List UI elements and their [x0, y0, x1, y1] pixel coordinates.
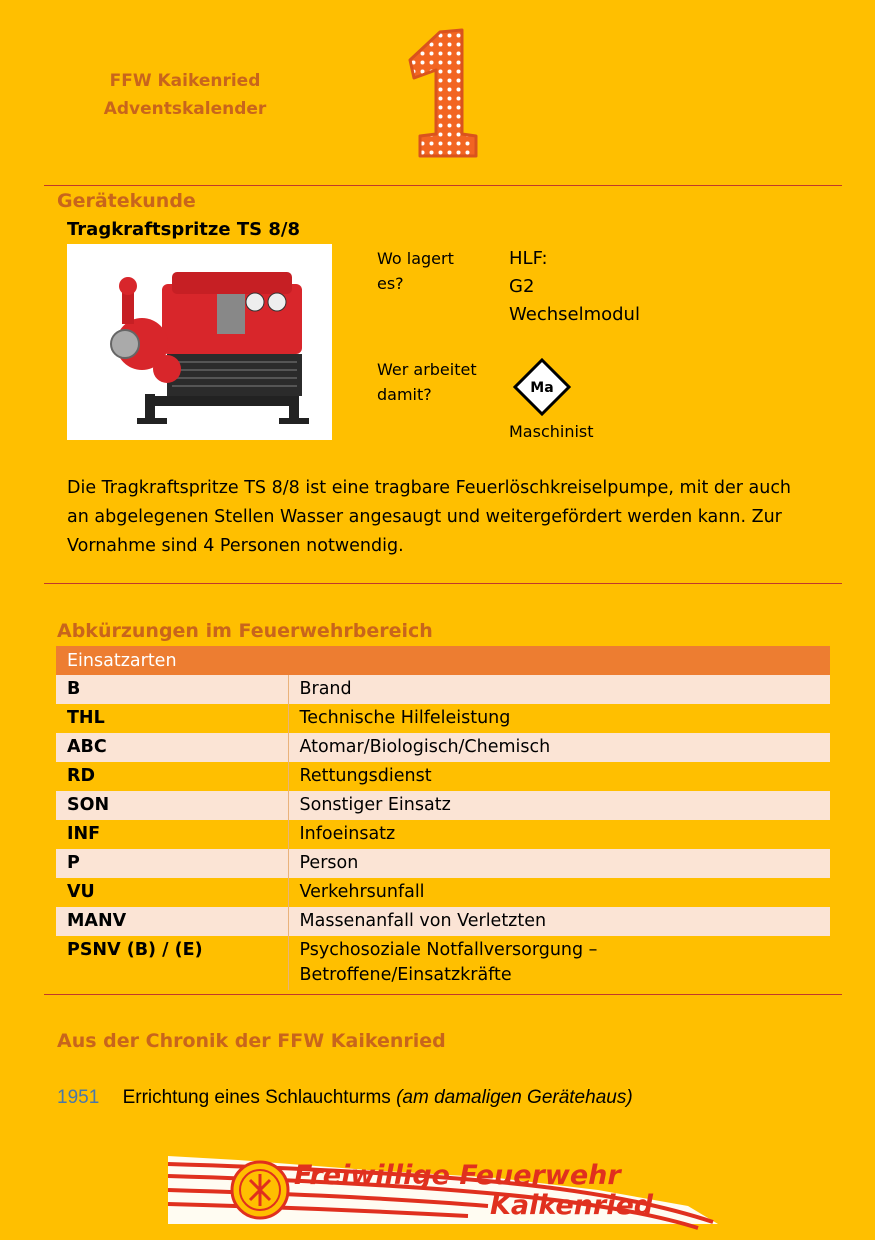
- storage-label-line-2: es?: [377, 274, 404, 293]
- storage-label-line-1: Wo lagert: [377, 249, 454, 268]
- device-description: Die Tragkraftspritze TS 8/8 ist eine tragbare Feuerlöschkreiselpumpe, mit der auch an abgelegenen Stellen Wasser angesaugt und weitergefördert werden kann. Zur Vornahme sind 4 Personen notwendig.: [67, 478, 792, 556]
- table-row: [56, 704, 830, 733]
- header-line-2: Adventskalender: [103, 99, 267, 119]
- table-row: [56, 936, 830, 990]
- abbreviations-table: [56, 646, 830, 990]
- table-row: [56, 762, 830, 791]
- day-number-graphic: [400, 22, 490, 167]
- calendar-header: [70, 67, 300, 123]
- table-row: [56, 820, 830, 849]
- fire-department-logo-banner: [168, 1150, 728, 1232]
- abbr-code: SON: [56, 791, 288, 820]
- abbr-meaning: Massenanfall von Verletzten: [288, 907, 830, 936]
- chronicle-year: 1951: [57, 1087, 100, 1108]
- operator-label: [377, 357, 502, 407]
- storage-vehicle: HLF:: [509, 248, 548, 269]
- abbr-code: RD: [56, 762, 288, 791]
- abbr-meaning-line-1: Psychosoziale Notfallversorgung –: [299, 940, 598, 960]
- abbr-code: MANV: [56, 907, 288, 936]
- abbr-meaning: Verkehrsunfall: [288, 878, 830, 907]
- pump-image: [67, 244, 332, 440]
- item-title: Tragkraftspritze TS 8/8: [67, 219, 300, 240]
- abbr-code: THL: [56, 704, 288, 733]
- storage-module: Wechselmodul: [509, 304, 640, 325]
- section-title-abkuerzungen: Abkürzungen im Feuerwehrbereich: [57, 620, 433, 642]
- abbr-code: PSNV (B) / (E): [56, 936, 288, 990]
- table-row: [56, 791, 830, 820]
- day-number: 1: [445, 162, 446, 163]
- table-row: [56, 733, 830, 762]
- role-name: Maschinist: [509, 422, 594, 441]
- divider: [44, 994, 842, 995]
- storage-compartment: G2: [509, 276, 535, 297]
- abbr-meaning: Person: [288, 849, 830, 878]
- footer-line-1: Freiwillige Feuerwehr: [294, 1160, 621, 1191]
- section-title-chronik: Aus der Chronik der FFW Kaikenried: [57, 1030, 446, 1052]
- footer-line-2: Kaikenried: [490, 1190, 654, 1221]
- table-row: [56, 907, 830, 936]
- section-title-geraetekunde: Gerätekunde: [57, 190, 196, 212]
- divider: [44, 583, 842, 584]
- table-header: Einsatzarten: [56, 646, 830, 675]
- abbr-meaning: Technische Hilfeleistung: [288, 704, 830, 733]
- emblem-icon: [232, 1162, 288, 1218]
- abbr-meaning-line-2: Betroffene/Einsatzkräfte: [299, 965, 512, 985]
- abbr-meaning: [288, 936, 830, 990]
- operator-label-line-2: damit?: [377, 385, 432, 404]
- abbr-meaning: Brand: [288, 675, 830, 704]
- abbr-code: INF: [56, 820, 288, 849]
- table-row: [56, 878, 830, 907]
- header-line-1: FFW Kaikenried: [109, 71, 261, 91]
- abbr-meaning: Rettungsdienst: [288, 762, 830, 791]
- storage-location: [509, 245, 640, 329]
- role-badge-icon: [513, 358, 571, 416]
- chronicle-note: (am damaligen Gerätehaus): [396, 1087, 633, 1108]
- abbr-meaning: Infoeinsatz: [288, 820, 830, 849]
- storage-label: [377, 246, 502, 296]
- abbr-code: VU: [56, 878, 288, 907]
- table-row: [56, 675, 830, 704]
- abbr-meaning: Atomar/Biologisch/Chemisch: [288, 733, 830, 762]
- chronicle-entry: [57, 1087, 633, 1109]
- operator-label-line-1: Wer arbeitet: [377, 360, 477, 379]
- divider: [44, 185, 842, 186]
- abbr-code: P: [56, 849, 288, 878]
- abbr-meaning: Sonstiger Einsatz: [288, 791, 830, 820]
- chronicle-event: Errichtung eines Schlauchturms: [122, 1087, 391, 1108]
- table-row: [56, 849, 830, 878]
- abbr-code: B: [56, 675, 288, 704]
- role-badge-text: Ma: [530, 380, 554, 396]
- abbr-code: ABC: [56, 733, 288, 762]
